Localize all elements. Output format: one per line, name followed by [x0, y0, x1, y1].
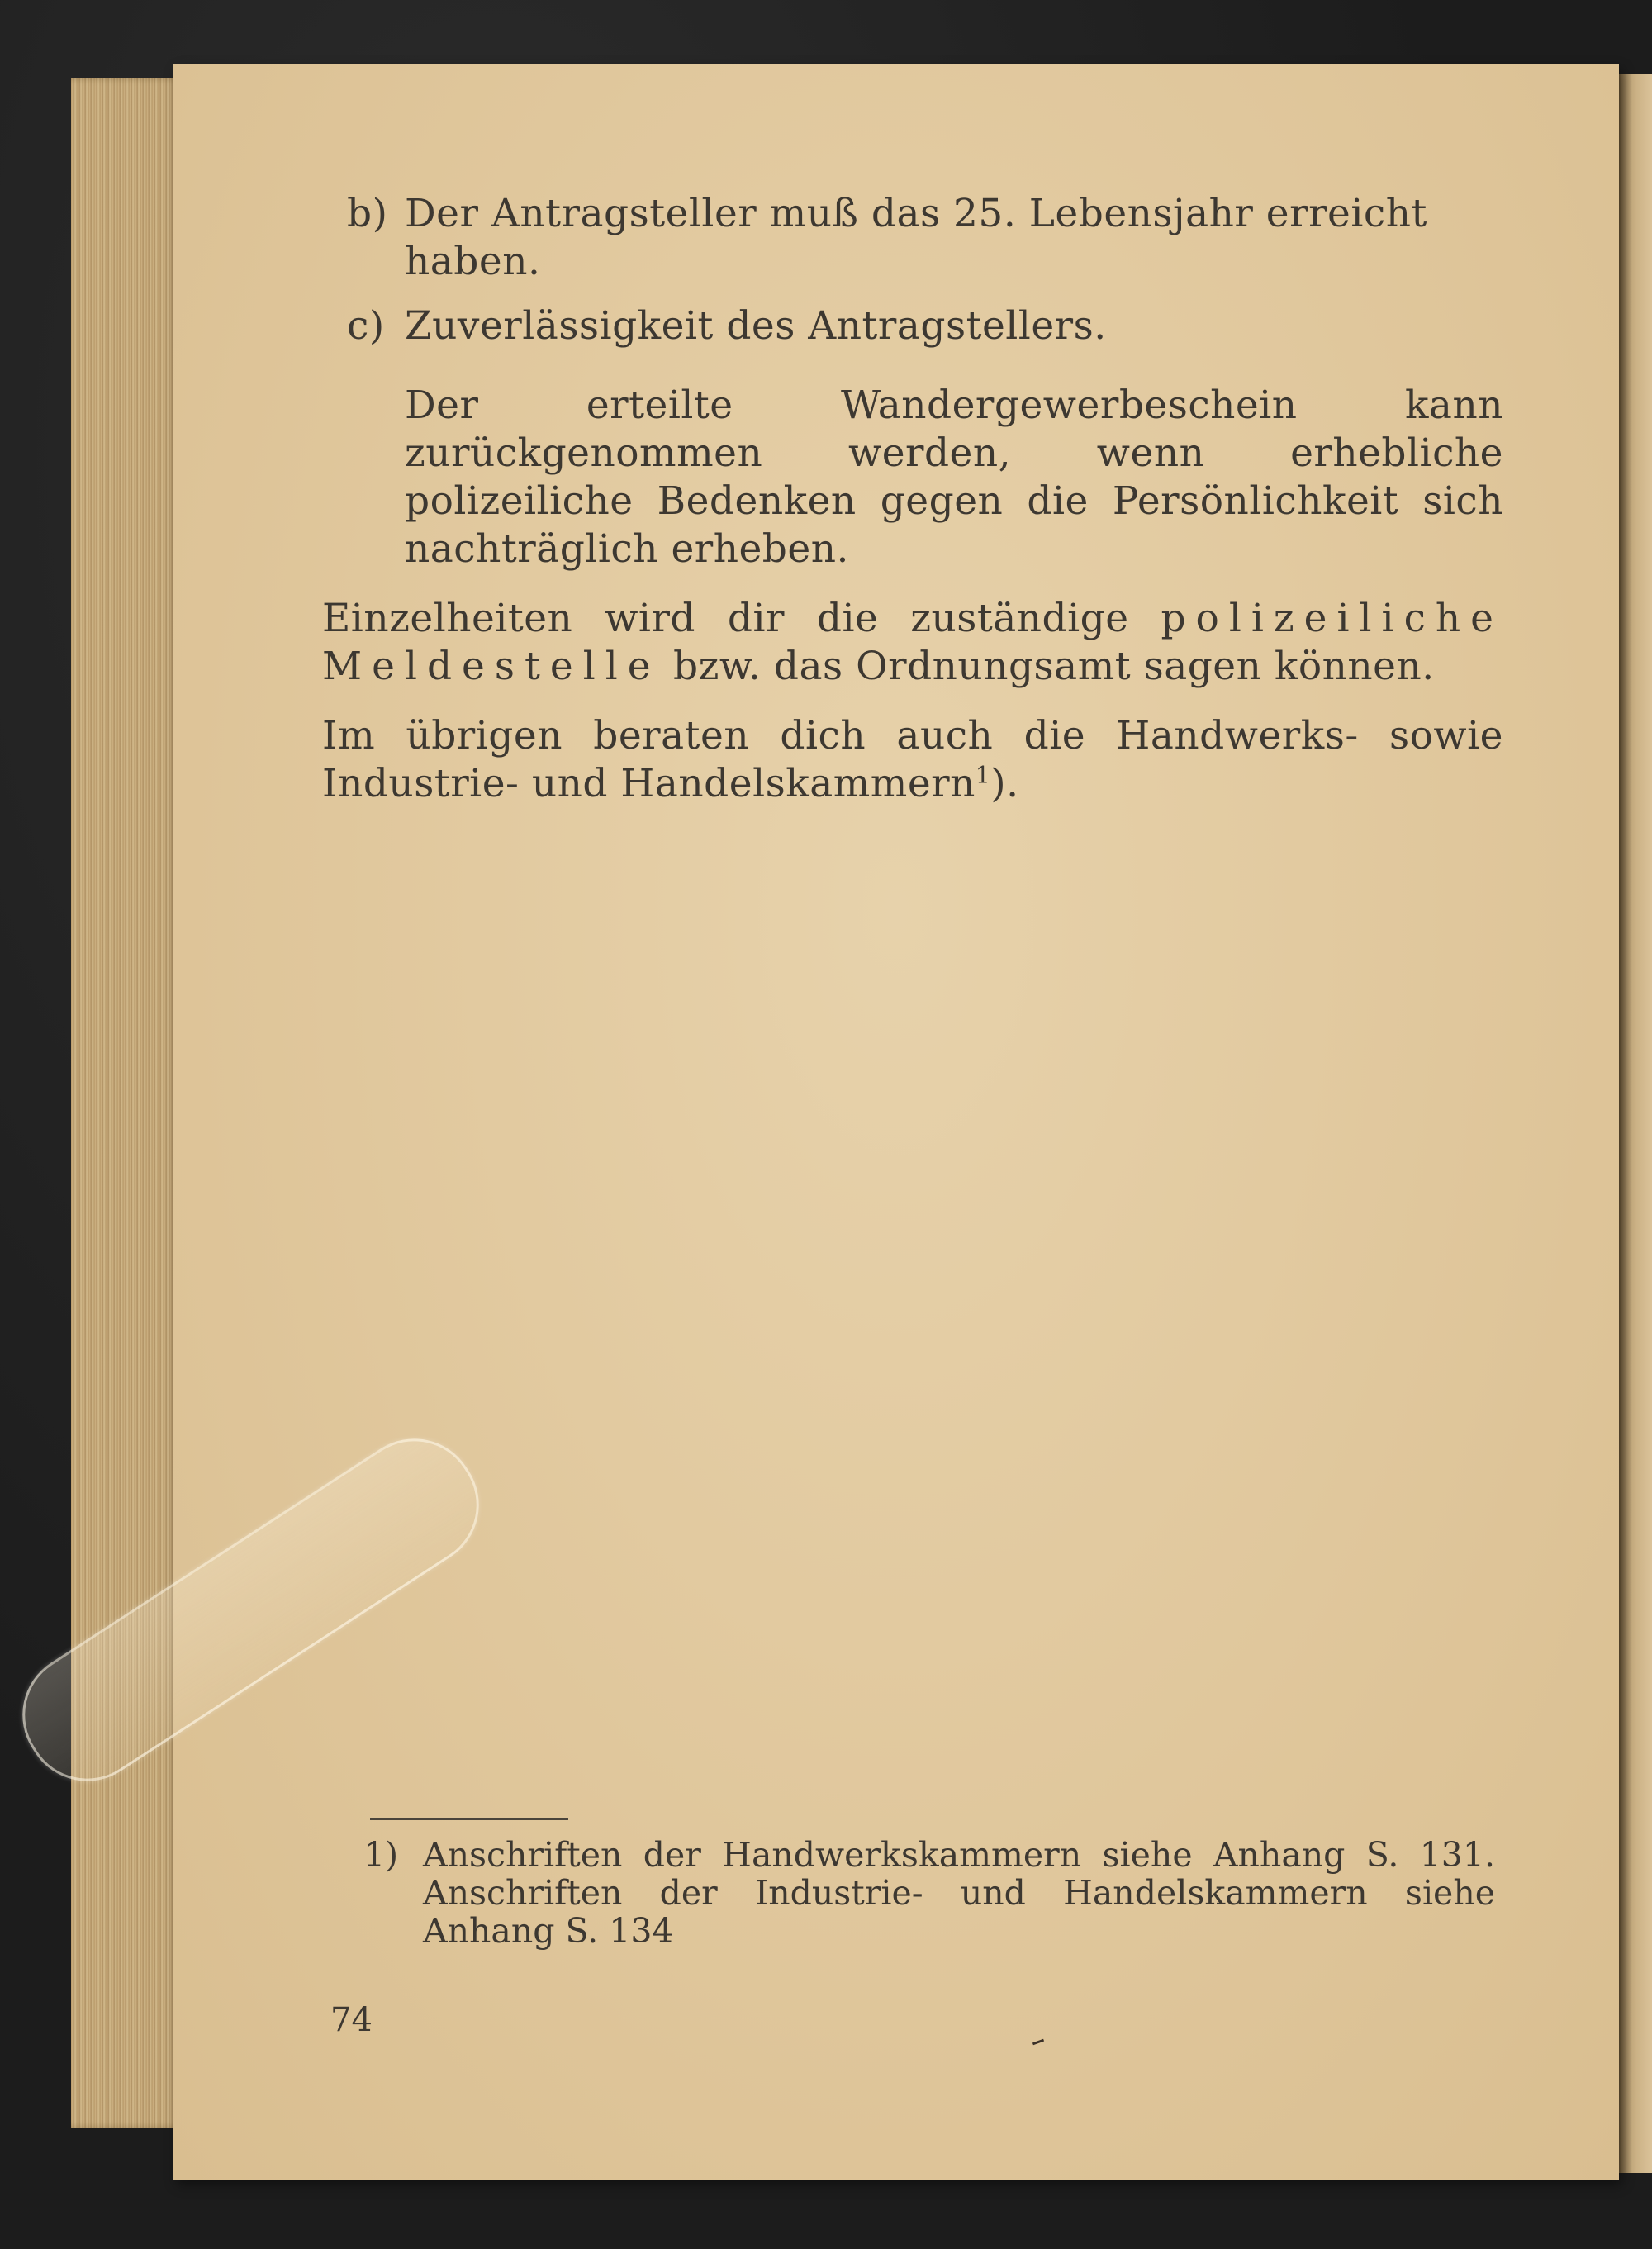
footnote-divider	[370, 1818, 568, 1820]
page-body	[322, 190, 1503, 830]
list-item-text: Der Antragsteller muß das 25. Lebensjahr erreicht haben.	[405, 191, 1427, 284]
list-item-c	[347, 302, 1503, 350]
list-marker: c)	[347, 303, 385, 349]
list-item-b	[347, 190, 1503, 286]
footnote-reference[interactable]: 1	[975, 761, 991, 789]
footnote	[363, 1836, 1495, 1950]
details-paragraph	[322, 595, 1503, 691]
details-text-before: Einzelheiten wird dir die zuständige	[322, 596, 1161, 641]
list-item-text: Zuverlässigkeit des Antragstellers.	[405, 303, 1107, 349]
details-text-after: bzw. das Ordnungsamt sagen können.	[660, 644, 1435, 689]
advice-text: Im übrigen beraten dich auch die Handwerks- sowie Industrie- und Handelskammern	[322, 713, 1503, 806]
page-number: 74	[330, 2001, 373, 2039]
advice-suffix: ).	[990, 761, 1019, 806]
details-spaced-text: polizeiliche Meldestelle	[322, 596, 1503, 689]
paper-speck	[1032, 2039, 1044, 2046]
footnote-text: Anschriften der Handwerkskammern siehe Anhang S. 131. Anschriften der Industrie- und Handelskammern siehe Anhang S. 134	[423, 1835, 1495, 1951]
footnote-marker: 1)	[363, 1835, 399, 1875]
advice-paragraph	[322, 712, 1503, 808]
withdrawal-paragraph: Der erteilte Wandergewerbeschein kann zurückgenommen werden, wenn erhebliche polizeiliche Bedenken gegen die Persönlichkeit sich nachträglich erheben.	[405, 383, 1503, 572]
next-page-edge	[1619, 74, 1652, 2173]
list-marker: b)	[347, 191, 388, 236]
